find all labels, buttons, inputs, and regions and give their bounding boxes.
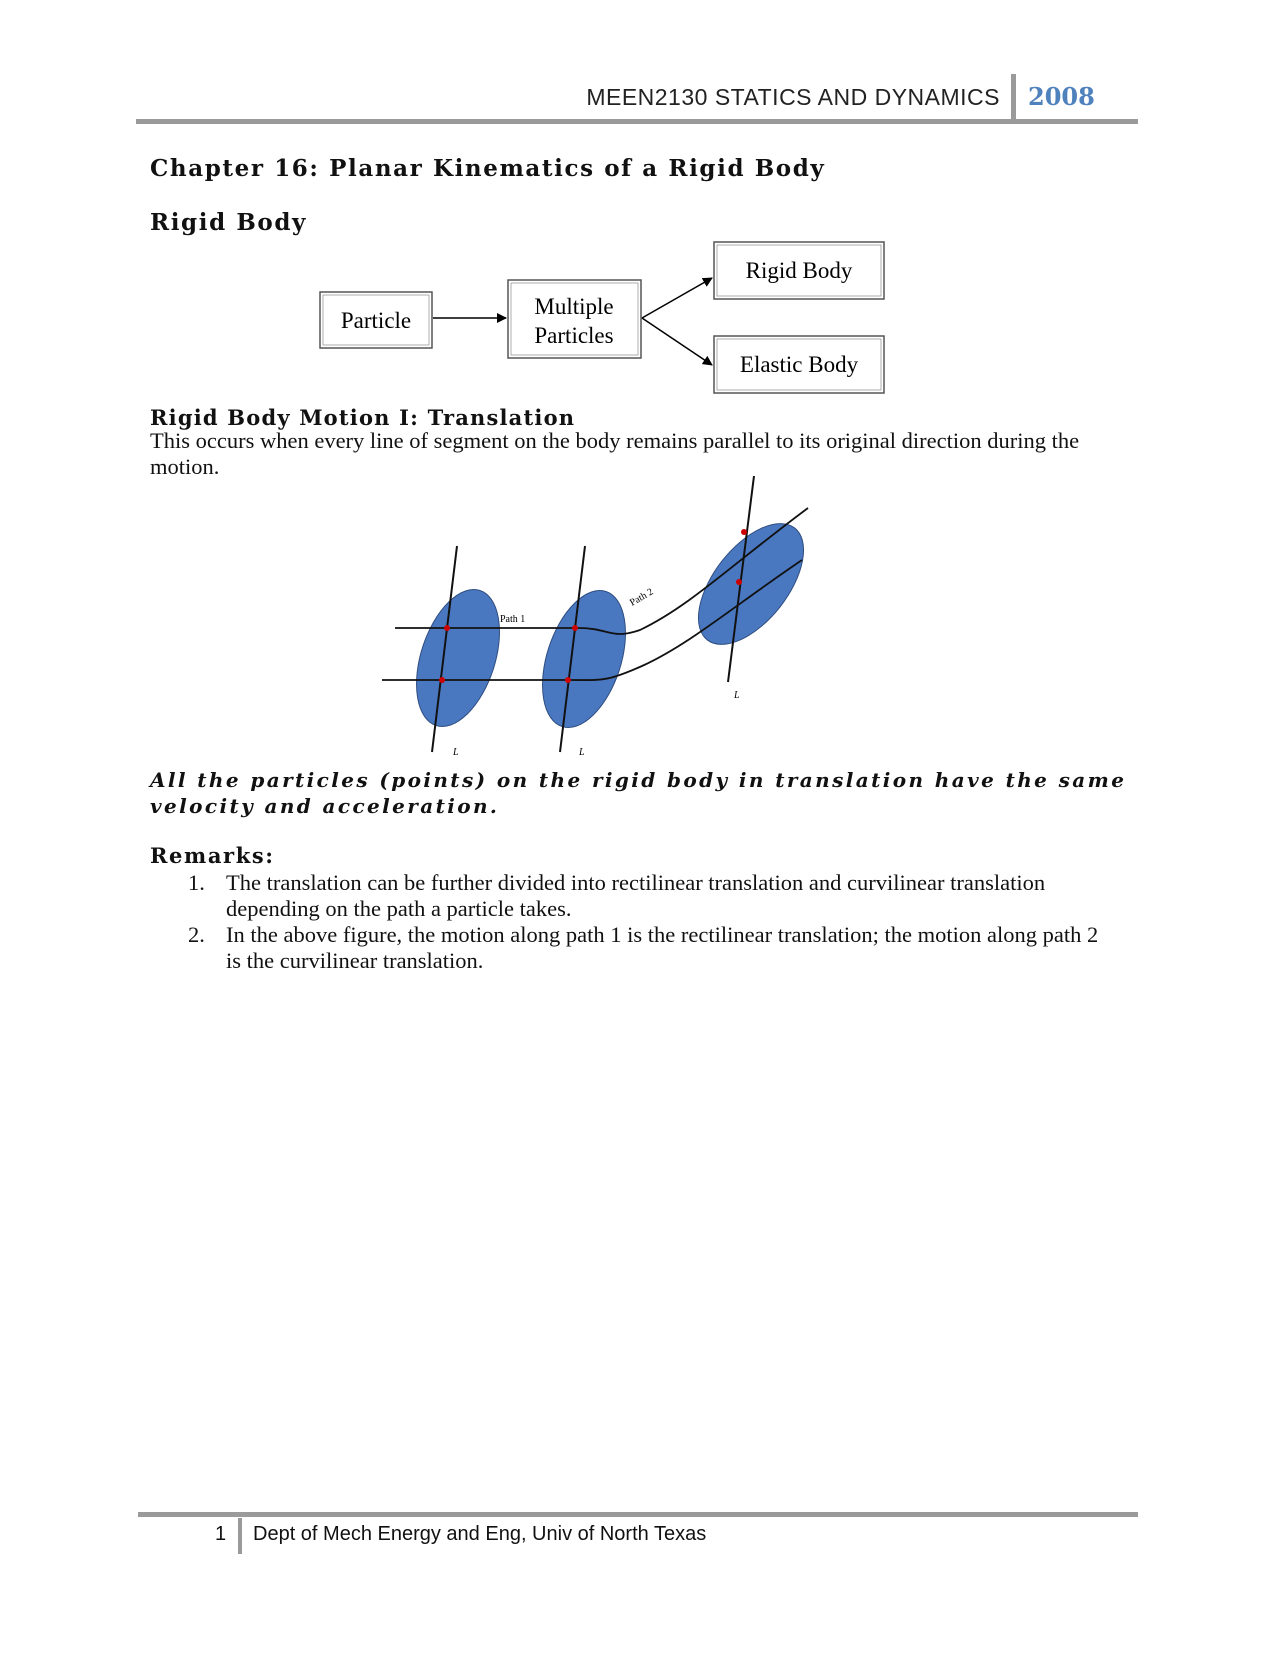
rigid-body-ellipse-2 [527, 580, 641, 738]
list-item [150, 922, 1100, 974]
multiple-label: Multiple [534, 294, 614, 319]
point-marker [741, 529, 747, 535]
footer-page-number: 1 [215, 1523, 227, 1545]
elastic-body-box [714, 336, 884, 393]
header-separator [1011, 74, 1016, 124]
header-year: 2008 [1028, 82, 1095, 111]
footer-separator [238, 1518, 242, 1554]
rigid-body-label: Rigid Body [745, 258, 853, 283]
translation-figure [370, 476, 830, 766]
particles-label: Particles [534, 323, 614, 348]
section-title: Rigid Body [150, 209, 307, 236]
path-2-label: Path 2 [628, 586, 656, 609]
chapter-title: Chapter 16: Planar Kinematics of a Rigid Body [150, 155, 826, 182]
arrow-to-rigid-body [642, 278, 712, 318]
list-item-text: In the above figure, the motion along path 1 is the rectilinear translation; the motion along path 2 is the curvilinear translation. [226, 922, 1099, 973]
multiple-particles-box [508, 280, 641, 358]
footer-text: Dept of Mech Energy and Eng, Univ of North Texas [253, 1523, 707, 1545]
line-label-3: L [734, 690, 740, 701]
header-rule [136, 119, 1138, 124]
rigid-body-ellipse-1 [401, 579, 515, 737]
point-marker [565, 677, 571, 683]
point-marker [736, 579, 742, 585]
point-marker [444, 625, 450, 631]
elastic-body-label: Elastic Body [739, 352, 859, 377]
line-label-2: L [579, 747, 585, 758]
header-course-title: MEEN2130 STATICS AND DYNAMICS [586, 84, 1000, 110]
particle-box [320, 292, 432, 348]
translation-description: This occurs when every line of segment on the body remains parallel to its original direction during the motion. [150, 428, 1080, 479]
rigid-body-box [714, 242, 884, 299]
footer-rule [138, 1512, 1138, 1517]
line-label-1: L [453, 747, 459, 758]
remarks-list [150, 870, 1100, 974]
remarks-heading: Remarks: [150, 843, 275, 868]
list-item [150, 870, 1100, 922]
arrow-to-elastic-body [642, 318, 712, 365]
particle-flow-diagram [300, 232, 900, 402]
point-marker [439, 677, 445, 683]
list-item-text: The translation can be further divided into rectilinear translation and curvilinear translation depending on the path a particle takes. [226, 870, 1046, 921]
point-marker [572, 625, 578, 631]
path-1-label: Path 1 [500, 614, 526, 625]
list-item-number: 1. [188, 870, 205, 895]
translation-heading: Rigid Body Motion I: Translation [150, 405, 576, 430]
translation-emphasis-statement: All the particles (points) on the rigid body in translation have the same velocity and acceleration. [150, 768, 1127, 818]
rigid-body-ellipse-3 [678, 505, 824, 662]
particle-label: Particle [340, 308, 412, 333]
list-item-number: 2. [188, 922, 205, 947]
